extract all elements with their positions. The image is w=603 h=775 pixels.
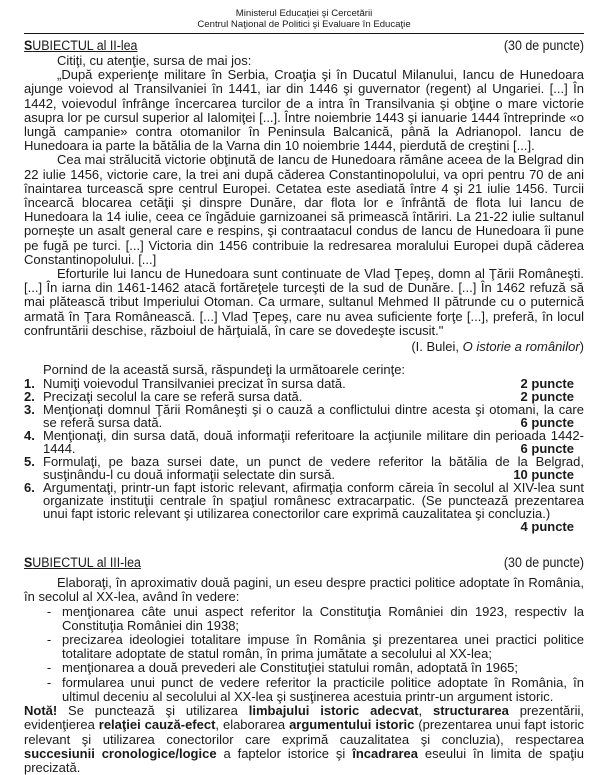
dash-bullet-icon: - (46, 632, 52, 648)
requirement-text: menţionarea a două prevederi ale Constituţiei statului român, adoptată în 1965; (62, 660, 519, 676)
source-paragraph: Eforturile lui Iancu de Hunedoara sunt continuate de Vlad Ţepeş, domn al Ţării Româneşti. [...] În iarna din 1461-1462 atacă fortăreţele turceşti de la sud de Dunăre. [...] În 1462 refuză să mai plătească tribut Imperiului Otoman. Ca urmare, sultanul Mehmed II pătrunde cu o puternică armată în Ţara Românească. [...] Vlad Ţepeş, care nu avea suficiente forţe [...], preferă, în locul confruntării deschise, războiul de hărţuială, în care se dovedeşte iscusit." (24, 266, 584, 338)
task-points: 6 puncte (520, 415, 574, 431)
task-item (24, 429, 584, 455)
task-number: 4. (24, 428, 35, 444)
task-points: 2 puncte (520, 389, 574, 405)
task-points: 6 puncte (520, 441, 574, 457)
task-number: 6. (24, 480, 35, 496)
essay-requirements (24, 605, 584, 704)
subject-2-title: SUBIECTUL al II-lea (24, 38, 138, 53)
requirement-text: precizarea ideologiei totalitare impuse în România şi prezentarea unei practici politice totalitare adoptate de statul român, în prima jumătate a secolului al XX-lea; (62, 632, 584, 662)
task-number: 3. (24, 402, 35, 418)
task-number: 2. (24, 389, 35, 405)
citation-book-title: O istorie a românilor (462, 339, 580, 355)
task-text: Numiţi voievodul Transilvaniei precizat în sursa dată. (43, 376, 346, 392)
task-points: 2 puncte (520, 376, 574, 392)
source-paragraph: „După experienţe militare în Serbia, Croaţia şi în Ducatul Milanului, Iancu de Hunedoara ajunge voievod al Transilvaniei în 1441, iar din 1446 şi guvernator (regent) al Ungariei. [...] În 1442, voievodul înfrânge încercarea turcilor de a intra în Transilvania şi obţine o mare victorie asupra lor pe cursul superior al Ialomiţei [...]. Între noiembrie 1443 şi ianuarie 1444 întreprinde «o lungă campanie» contra otomanilor în Peninsula Balcanică, până la Adrianopol. Iancu de Hunedoara ia parte la bătălia de la Varna din 10 noiembrie 1444, pierdută de creştini [...]. (24, 67, 584, 154)
tasks-intro: Pornind de la această sursă, răspundeţi la următoarele cerinţe: (43, 362, 406, 378)
task-text: Precizaţi secolul la care se referă sursa dată. (43, 389, 303, 405)
document-header (24, 0, 584, 30)
task-item (24, 403, 584, 429)
requirement-text: formularea unui punct de vedere referitor la practicile politice adoptate în România, în ultimul deceniu al secolului al XX-lea şi susţinerea acestuia printr-un argument istoric. (62, 674, 584, 704)
requirement-item (24, 661, 584, 675)
subject-2-instruction: Citiţi, cu atenţie, sursa de mai jos: (57, 53, 252, 68)
source-paragraph: Cea mai strălucită victorie obţinută de Iancu de Hunedoara rămâne aceea de la Belgrad din 22 iulie 1456, victorie care, la trei ani după căderea Constantinopolului, va opri pentru 70 de ani înaintarea turcească spre centrul Europei. Cetatea este asediată între 4 şi 21 iulie 1456. Turcii încearcă blocarea cetăţii şi dinspre Dunăre, dar flota lor e înfrântă de flota lui Iancu de Hunedoara la 14 iulie, ceea ce îngăduie garnizoanei să primească întăriri. La 21-22 iulie sultanul porneşte un asalt general care e respins, şi contraatacul condus de Iancu de Hunedoara îi pune pe fugă pe turci. [...] Victoria din 1456 contribuie la redresarea moralului Europei după căderea Constantinopolului. [...] (24, 152, 584, 267)
requirement-item (24, 676, 584, 704)
requirement-item (24, 605, 584, 633)
task-text: Formulaţi, pe baza sursei date, un punct de vedere referitor la bătălia de la Belgrad, susţinându-l cu două informaţii selectate din sursă. (43, 454, 584, 483)
subject-2-points: (30 de puncte) (503, 38, 585, 53)
center-name: Centrul Naţional de Politici şi Evaluare în Educaţie (197, 19, 411, 30)
essay-prompt: Elaboraţi, în aproximativ două pagini, un eseu despre practici politice adoptate în România, în secolul al XX-lea, având în vedere: (24, 575, 584, 605)
source-citation: (I. Bulei, O istorie a românilor) (411, 339, 584, 355)
task-list (24, 377, 584, 533)
task-text: Argumentaţi, printr-un fapt istoric relevant, afirmaţia conform căreia în secolul al XIV-lea sunt organizate instituţii centrale în spaţiul românesc extracarpatic. (Se punctează prezentarea unui fapt istoric relevant şi utilizarea conectorilor care exprimă cauzalitatea şi concluzia.) (43, 480, 584, 522)
subject-3-points: (30 de puncte) (503, 555, 585, 571)
header-rule (24, 33, 584, 34)
dash-bullet-icon: - (46, 674, 52, 690)
dash-bullet-icon: - (46, 603, 52, 619)
task-item (24, 455, 584, 481)
task-text: Menţionaţi domnul Ţării Româneşti şi o cauză a conflictului dintre acesta şi otomani, la care se referă sursa dată. (43, 402, 584, 431)
dash-bullet-icon: - (46, 660, 52, 676)
grading-note: Notă! Se punctează şi utilizarea limbajului istoric adecvat, structurarea prezentării, evidenţierea relaţiei cauză-efect, elaborarea argumentului istoric (prezentarea unui fapt istoric relevant şi utilizarea conectorilor care exprimă cauzalitatea şi concluzia), respectarea succesiunii cronologice/logice a faptelor istorice şi încadrarea eseului în limita de spaţiu precizată. (24, 703, 585, 775)
subject-2-section (24, 38, 584, 533)
requirement-item (24, 633, 584, 661)
subject-2-heading (24, 38, 584, 53)
requirement-text: menţionarea câte unui aspect referitor la Constituţia României din 1923, respectiv la Constituţia României din 1938; (62, 603, 584, 633)
subject-3-heading (24, 555, 584, 570)
note-label: Notă! (24, 703, 58, 719)
exam-page (24, 0, 584, 775)
task-points: 10 puncte (513, 467, 574, 483)
task-number: 5. (24, 454, 35, 470)
task-text: Menţionaţi, din sursa dată, două informaţii referitoare la acţiunile militare din perioada 1442-1444. (43, 428, 584, 457)
task-number: 1. (24, 376, 35, 392)
subject-3-title: SUBIECTUL al III-lea (24, 555, 141, 571)
task-points: 4 puncte (520, 519, 574, 535)
ministry-name: Ministerul Educaţiei şi Cercetării (235, 8, 373, 19)
task-item (24, 481, 584, 533)
subject-3-section (24, 555, 584, 775)
